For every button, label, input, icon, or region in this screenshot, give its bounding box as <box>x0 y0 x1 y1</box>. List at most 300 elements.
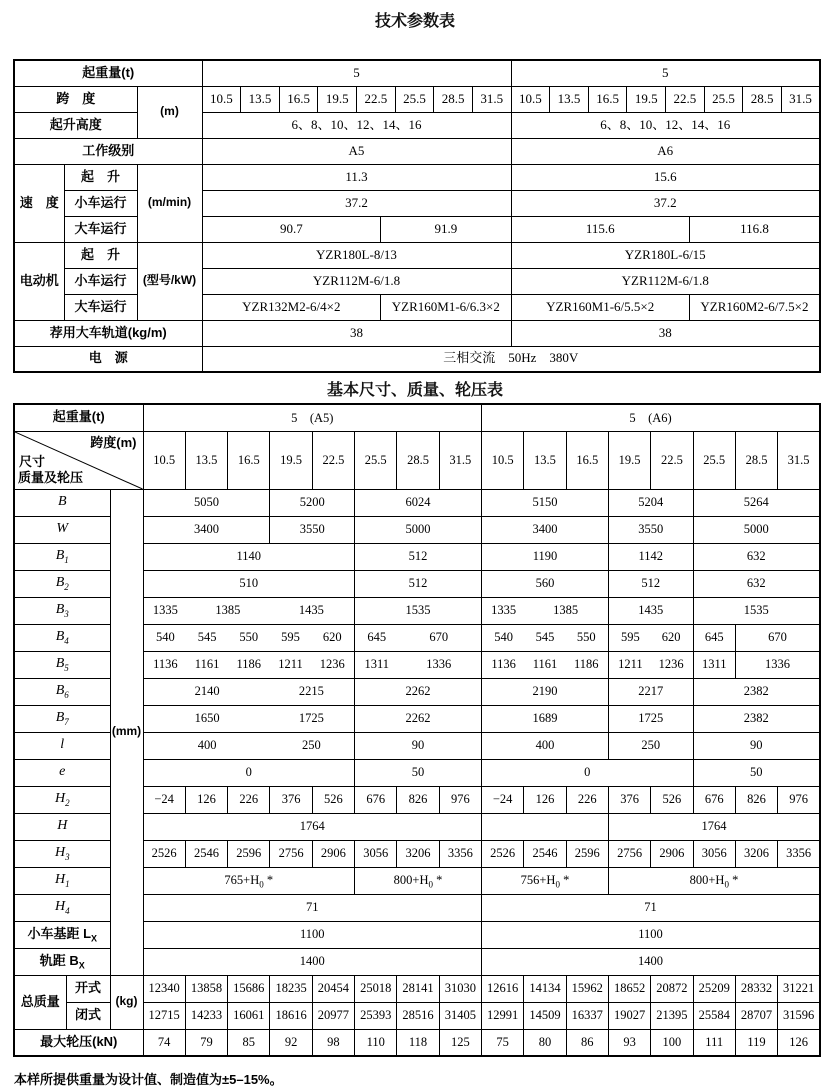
value-cell: 19.5 <box>270 431 312 489</box>
value-cell: 512 <box>608 570 693 597</box>
multi-value-cell <box>356 657 480 671</box>
row-label-cell: 起重量(t) <box>14 60 202 86</box>
t2-body <box>14 404 820 1056</box>
value-cell: 5000 <box>355 516 482 543</box>
value-cell: 5 <box>202 60 511 86</box>
value-cell: 2262 <box>355 705 482 732</box>
value-cell <box>202 294 511 320</box>
value-cell: 13.5 <box>185 431 227 489</box>
value: 1336 <box>426 657 452 672</box>
value-cell: 826 <box>397 786 439 813</box>
row-label-cell: 跨 度 <box>14 86 137 112</box>
value-cell <box>608 624 693 651</box>
value: 620 <box>322 630 342 645</box>
dim-label-cell: e <box>14 759 110 786</box>
row-label-cell: 起 升 <box>64 242 137 268</box>
value-cell: 3056 <box>693 840 735 867</box>
diag-size-label: 尺寸 <box>19 453 46 469</box>
value-cell: 1190 <box>482 543 609 570</box>
value-cell: 93 <box>608 1029 650 1056</box>
value-cell: 16.5 <box>566 431 608 489</box>
value-cell: 5 <box>511 60 820 86</box>
value: 595 <box>620 630 640 645</box>
value-cell <box>143 705 355 732</box>
value-cell: 91.9 <box>434 220 458 236</box>
multi-value-cell <box>145 603 354 617</box>
diagonal-header-cell <box>14 431 143 489</box>
value-cell: 119 <box>735 1029 777 1056</box>
value: 1161 <box>532 657 558 672</box>
value-cell: 400 <box>482 732 609 759</box>
value-cell: 3550 <box>608 516 693 543</box>
value-cell: −24 <box>482 786 524 813</box>
table1-title: 技术参数表 <box>374 13 455 30</box>
value-cell: 12340 <box>143 975 185 1002</box>
value-cell: 645 <box>693 624 735 651</box>
dim-label-cell: B <box>14 489 110 516</box>
value-cell: 6、8、10、12、14、16 <box>511 112 820 138</box>
dimensions-table <box>13 403 821 1057</box>
value-cell: 13.5 <box>524 431 566 489</box>
row-label-cell: 工作级别 <box>14 138 202 164</box>
value-cell: 3400 <box>482 516 609 543</box>
value-cell: 118 <box>397 1029 439 1056</box>
value-cell: 526 <box>312 786 354 813</box>
value-cell: 5050 <box>143 489 270 516</box>
value-cell: 25209 <box>693 975 735 1002</box>
value-cell: 976 <box>778 786 820 813</box>
value: 1385 <box>215 603 241 618</box>
value-cell: 28.5 <box>735 431 777 489</box>
value-cell: 376 <box>270 786 312 813</box>
value: 1385 <box>553 603 579 618</box>
value-cell: 21395 <box>651 1002 693 1029</box>
dim-label-cell: $B_5$ <box>14 651 110 678</box>
value-cell: 1336 <box>735 651 820 678</box>
value: 620 <box>661 630 681 645</box>
value-cell: 19027 <box>608 1002 650 1029</box>
value-cell: $800+H_0$ * <box>355 867 482 894</box>
row-label-cell: 起升高度 <box>14 112 137 138</box>
value-cell <box>482 813 609 840</box>
value: 670 <box>429 630 449 645</box>
value-cell: 226 <box>228 786 270 813</box>
value-cell: 86 <box>566 1029 608 1056</box>
value-cell: 28707 <box>735 1002 777 1029</box>
row-label-cell: 大车运行 <box>64 294 137 320</box>
value-cell: YZR180L-6/15 <box>511 242 820 268</box>
value-cell <box>355 651 482 678</box>
split-cell <box>512 295 820 320</box>
value-cell: 676 <box>693 786 735 813</box>
value-cell: 1535 <box>355 597 482 624</box>
value-cell: 632 <box>693 570 820 597</box>
dim-label-cell: $H_2$ <box>14 786 110 813</box>
value-cell <box>143 597 355 624</box>
value-cell: 10.5 <box>482 431 524 489</box>
value-cell: 90.7 <box>203 217 382 242</box>
dim-label-cell: $B_2$ <box>14 570 110 597</box>
row-label-cell: 速 度 <box>14 164 64 242</box>
value-cell: 16.5 <box>228 431 270 489</box>
value-cell: 22.5 <box>357 86 396 112</box>
row-label-cell: 小车基距 $L_X$ <box>14 921 110 948</box>
value-cell: 25.5 <box>355 431 397 489</box>
value-cell: 31.5 <box>778 431 820 489</box>
value-cell: 2596 <box>566 840 608 867</box>
value-cell: 10.5 <box>143 431 185 489</box>
value: 1211 <box>278 657 303 672</box>
value: 1725 <box>298 711 324 726</box>
row-label-cell: 电动机 <box>14 242 64 320</box>
value-cell <box>511 216 820 242</box>
value-cell: 1100 <box>143 921 482 948</box>
unit-cell: (型号/kW) <box>137 242 202 320</box>
value-cell: 0 <box>482 759 694 786</box>
value-cell <box>482 651 609 678</box>
dim-label-cell: $B_6$ <box>14 678 110 705</box>
value-cell: 28332 <box>735 975 777 1002</box>
value-cell <box>608 651 693 678</box>
row-label-cell: 大车运行 <box>64 216 137 242</box>
value-cell: 6024 <box>355 489 482 516</box>
value-cell: 676 <box>355 786 397 813</box>
value-cell: 1100 <box>482 921 821 948</box>
row-label-cell: 轨距 $B_X$ <box>14 948 110 975</box>
value: 545 <box>535 630 555 645</box>
value-cell: 226 <box>566 786 608 813</box>
value-cell <box>202 216 511 242</box>
value-cell: 31405 <box>439 1002 481 1029</box>
multi-value-cell <box>145 738 354 752</box>
value-cell: 31.5 <box>781 86 820 112</box>
value-cell <box>511 294 820 320</box>
value-cell: 20977 <box>312 1002 354 1029</box>
value-cell: 3356 <box>439 840 481 867</box>
value-cell: 2906 <box>312 840 354 867</box>
value-cell: A6 <box>511 138 820 164</box>
value-cell: 2546 <box>524 840 566 867</box>
value-cell: 5 (A5) <box>143 404 482 431</box>
value-cell: 512 <box>355 570 482 597</box>
value-cell: 976 <box>439 786 481 813</box>
table2-title: 基本尺寸、质量、轮压表 <box>326 382 503 399</box>
value-cell: 5 (A6) <box>482 404 821 431</box>
value-cell: 126 <box>185 786 227 813</box>
value: 250 <box>301 738 321 753</box>
value-cell: 10.5 <box>202 86 241 112</box>
value-cell <box>482 624 609 651</box>
value-cell: 75 <box>482 1029 524 1056</box>
diag-span-label: 跨度(m) <box>90 434 137 450</box>
value: 1186 <box>574 657 599 672</box>
row-label-cell: 最大轮压(kN) <box>14 1029 143 1056</box>
value-cell: 2382 <box>693 678 820 705</box>
value-cell: 1400 <box>482 948 821 975</box>
value-cell: 13.5 <box>550 86 589 112</box>
value: 1335 <box>152 603 178 618</box>
value-cell: 0 <box>143 759 355 786</box>
dim-label-cell: H <box>14 813 110 840</box>
value-cell: 12715 <box>143 1002 185 1029</box>
value-cell: YZR160M1-6/5.5×2 <box>512 295 690 320</box>
value-cell: 20454 <box>312 975 354 1002</box>
row-label-cell: 电 源 <box>14 346 202 372</box>
value: 550 <box>239 630 259 645</box>
value-cell: YZR132M2-6/4×2 <box>203 295 382 320</box>
value-cell <box>355 624 482 651</box>
unit-cell: (m/min) <box>137 164 202 242</box>
value-cell: 1725 <box>608 705 693 732</box>
value-cell: 1311 <box>693 651 735 678</box>
value-cell: YZR160M1-6/6.3×2 <box>391 298 500 314</box>
value-cell: 126 <box>524 786 566 813</box>
value-cell: 25584 <box>693 1002 735 1029</box>
value-cell: 14134 <box>524 975 566 1002</box>
footnote: 本样所提供重量为设计值、制造值为±5–15%。 <box>14 1072 283 1087</box>
value: 540 <box>155 630 175 645</box>
value-cell: 18652 <box>608 975 650 1002</box>
value-cell: 16337 <box>566 1002 608 1029</box>
value-cell: 560 <box>482 570 609 597</box>
value: 1435 <box>298 603 324 618</box>
value-cell: 1435 <box>608 597 693 624</box>
value-cell: 25018 <box>355 975 397 1002</box>
row-label-cell: 小车运行 <box>64 190 137 216</box>
split-cell <box>203 295 511 320</box>
value-cell: 三相交流 50Hz 380V <box>202 346 820 372</box>
value-cell: 25393 <box>355 1002 397 1029</box>
value-cell: 28.5 <box>434 86 473 112</box>
value-cell: 50 <box>693 759 820 786</box>
value-cell: 3206 <box>735 840 777 867</box>
multi-value-cell <box>356 630 480 644</box>
value-cell: −24 <box>143 786 185 813</box>
value: 1236 <box>658 657 684 672</box>
value: 550 <box>576 630 596 645</box>
split-cell <box>512 217 820 242</box>
dim-label-cell: $B_4$ <box>14 624 110 651</box>
value-cell: 20872 <box>651 975 693 1002</box>
t1-body <box>14 60 820 372</box>
split-cell <box>203 217 511 242</box>
value-cell: 16.5 <box>588 86 627 112</box>
value: 1211 <box>618 657 643 672</box>
value: 1186 <box>236 657 262 672</box>
value-cell: YZR112M-6/1.8 <box>202 268 511 294</box>
value-cell: 5204 <box>608 489 693 516</box>
multi-value-cell <box>483 603 607 617</box>
value-cell: 28516 <box>397 1002 439 1029</box>
value-cell: 18235 <box>270 975 312 1002</box>
value-cell: 13.5 <box>241 86 280 112</box>
value-cell: 12991 <box>482 1002 524 1029</box>
value-cell: 111 <box>693 1029 735 1056</box>
value-cell: 2382 <box>693 705 820 732</box>
multi-value-cell <box>145 657 354 671</box>
value: 1161 <box>194 657 220 672</box>
value-cell <box>143 678 355 705</box>
value-cell: 25.5 <box>395 86 434 112</box>
value-cell: 14233 <box>185 1002 227 1029</box>
value-cell: $756+H_0$ * <box>482 867 609 894</box>
diag-mass-label: 质量及轮压 <box>18 469 84 485</box>
value-cell <box>143 624 355 651</box>
dim-label-cell: $H_3$ <box>14 840 110 867</box>
value-cell: 115.6 <box>512 217 690 242</box>
value-cell: 18616 <box>270 1002 312 1029</box>
row-label-cell: 总质量 <box>14 975 66 1029</box>
value-cell: 19.5 <box>318 86 357 112</box>
value-cell: 15.6 <box>511 164 820 190</box>
value-cell: 5200 <box>270 489 355 516</box>
value: 2140 <box>194 684 220 699</box>
multi-value-cell <box>145 684 354 698</box>
value-cell: 5264 <box>693 489 820 516</box>
value-cell: 22.5 <box>312 431 354 489</box>
value-cell: $765+H_0$ * <box>143 867 355 894</box>
dim-label-cell: $B_7$ <box>14 705 110 732</box>
value-cell: 31030 <box>439 975 481 1002</box>
value: 540 <box>494 630 514 645</box>
value-cell: 3056 <box>355 840 397 867</box>
value-cell: 92 <box>270 1029 312 1056</box>
value-cell: 3400 <box>143 516 270 543</box>
value-cell: 1142 <box>608 543 693 570</box>
value-cell: 632 <box>693 543 820 570</box>
value-cell: 125 <box>439 1029 481 1056</box>
value-cell: 2596 <box>228 840 270 867</box>
value-cell: 2756 <box>608 840 650 867</box>
value-cell: 50 <box>355 759 482 786</box>
dim-label-cell: $H_1$ <box>14 867 110 894</box>
value-cell: 37.2 <box>202 190 511 216</box>
value-cell: 526 <box>651 786 693 813</box>
dim-label-cell: l <box>14 732 110 759</box>
value-cell: 28141 <box>397 975 439 1002</box>
value-cell: 19.5 <box>627 86 666 112</box>
value-cell: 1400 <box>143 948 482 975</box>
tech-params-table <box>13 59 821 373</box>
value: 1236 <box>319 657 345 672</box>
value: 1136 <box>153 657 178 672</box>
value-cell: 2906 <box>651 840 693 867</box>
value-cell <box>143 732 355 759</box>
value: 595 <box>281 630 300 645</box>
value-cell: 2190 <box>482 678 609 705</box>
value-cell: 28.5 <box>743 86 782 112</box>
value-cell: 31596 <box>778 1002 820 1029</box>
value: 2215 <box>298 684 324 699</box>
unit-cell: (mm) <box>110 489 143 975</box>
value-cell: 1764 <box>608 813 820 840</box>
value-cell: YZR160M2-6/7.5×2 <box>700 298 809 314</box>
value-cell: 2262 <box>355 678 482 705</box>
value-cell: 31.5 <box>472 86 511 112</box>
value-cell: 1535 <box>693 597 820 624</box>
value: 1650 <box>194 711 220 726</box>
value-cell: 38 <box>511 320 820 346</box>
multi-value-cell <box>145 711 354 725</box>
value: 400 <box>197 738 217 753</box>
value-cell: 79 <box>185 1029 227 1056</box>
dim-label-cell: $H_4$ <box>14 894 110 921</box>
value-cell: 28.5 <box>397 431 439 489</box>
value-cell: 85 <box>228 1029 270 1056</box>
value-cell: 3206 <box>397 840 439 867</box>
value-cell: 25.5 <box>704 86 743 112</box>
value-cell: 15962 <box>566 975 608 1002</box>
value-cell: 2526 <box>143 840 185 867</box>
value-cell: YZR112M-6/1.8 <box>511 268 820 294</box>
value-cell: 71 <box>143 894 482 921</box>
value-cell: 16061 <box>228 1002 270 1029</box>
value-cell: 13858 <box>185 975 227 1002</box>
value-cell: 510 <box>143 570 355 597</box>
unit-cell: (kg) <box>110 975 143 1029</box>
multi-value-cell <box>483 630 607 644</box>
value-cell: 670 <box>735 624 820 651</box>
value-cell: 37.2 <box>511 190 820 216</box>
value-cell: 14509 <box>524 1002 566 1029</box>
value-cell <box>143 651 355 678</box>
value-cell: 826 <box>735 786 777 813</box>
value-cell: 90 <box>693 732 820 759</box>
value-cell: 74 <box>143 1029 185 1056</box>
value-cell: 11.3 <box>202 164 511 190</box>
value: 1335 <box>491 603 517 618</box>
value-cell: 31.5 <box>439 431 481 489</box>
multi-value-cell <box>145 630 354 644</box>
value-cell: 98 <box>312 1029 354 1056</box>
value-cell: 126 <box>778 1029 820 1056</box>
value-cell: 15686 <box>228 975 270 1002</box>
multi-value-cell <box>610 630 692 644</box>
value-cell: 19.5 <box>608 431 650 489</box>
row-label-cell: 起 升 <box>64 164 137 190</box>
value-cell: 110 <box>355 1029 397 1056</box>
row-label-cell: 开式 <box>66 975 110 1002</box>
value-cell: 12616 <box>482 975 524 1002</box>
dim-label-cell: $B_1$ <box>14 543 110 570</box>
value-cell: 2217 <box>608 678 693 705</box>
value-cell: 376 <box>608 786 650 813</box>
value-cell: 512 <box>355 543 482 570</box>
value-cell: 25.5 <box>693 431 735 489</box>
value-cell: 3356 <box>778 840 820 867</box>
value: 1311 <box>364 657 389 672</box>
value-cell: 116.8 <box>740 220 769 236</box>
value-cell: 31221 <box>778 975 820 1002</box>
value-cell: 3550 <box>270 516 355 543</box>
dim-label-cell: $B_3$ <box>14 597 110 624</box>
value-cell: 250 <box>608 732 693 759</box>
value-cell: 2756 <box>270 840 312 867</box>
value-cell: 1764 <box>143 813 482 840</box>
value-cell <box>482 597 609 624</box>
value-cell: A5 <box>202 138 511 164</box>
row-label-cell: 小车运行 <box>64 268 137 294</box>
value-cell: 90 <box>355 732 482 759</box>
value-cell: 1689 <box>482 705 609 732</box>
row-label-cell: 起重量(t) <box>14 404 143 431</box>
value: 545 <box>197 630 217 645</box>
multi-value-cell <box>483 657 607 671</box>
unit-cell: (m) <box>137 86 202 138</box>
value: 645 <box>367 630 387 645</box>
value-cell: 6、8、10、12、14、16 <box>202 112 511 138</box>
value-cell: 2526 <box>482 840 524 867</box>
